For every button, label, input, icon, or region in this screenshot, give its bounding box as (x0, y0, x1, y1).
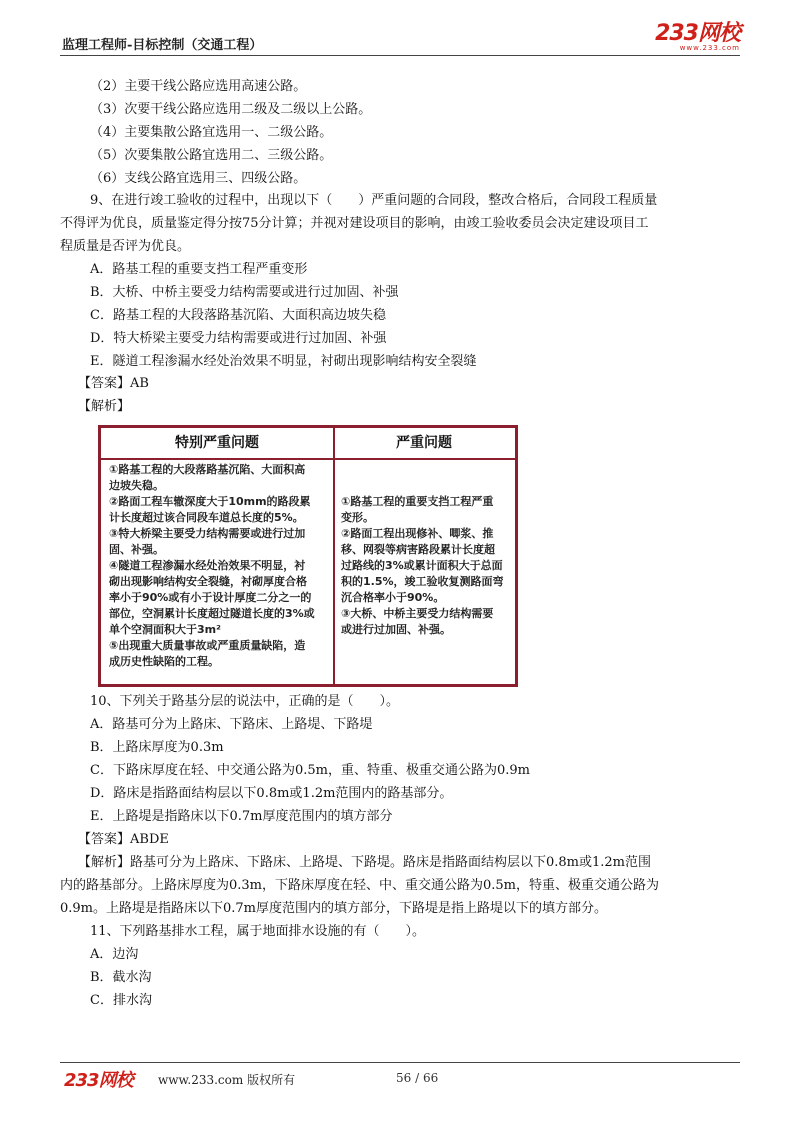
question-10-analysis: 内的路基部分。上路床厚度为0.3m，下路床厚度在轻、中、重交通公路为0.5m，特重、极重交通公路为 (60, 878, 660, 893)
question-10-option-b: B．上路床厚度为0.3m (90, 740, 224, 755)
table-line: 部位，空洞累计长度超过隧道长度的3%或 (109, 607, 315, 620)
footer-logo: 233网校 (64, 1070, 133, 1091)
question-10-option-a: A．路基可分为上路床、下路床、上路堤、下路堤 (90, 717, 373, 732)
table-line: 移、网裂等病害路段累计长度超 (341, 543, 495, 556)
list-item: （4）主要集散公路宜选用一、二级公路。 (90, 125, 333, 140)
question-9-answer: 【答案】AB (78, 376, 149, 391)
question-11-option-c: C．排水沟 (90, 993, 152, 1008)
page-number: 56 / 66 (396, 1071, 439, 1085)
question-10-option-c: C．下路床厚度在轻、中交通公路为0.5m，重、特重、极重交通公路为0.9m (90, 763, 530, 778)
table-line: ④隧道工程渗漏水经处治效果不明显，衬 (109, 559, 306, 572)
table-line: 率小于90%或有小于设计厚度二分之一的 (109, 591, 312, 604)
question-9-option-a: A．路基工程的重要支挡工程严重变形 (90, 262, 308, 277)
table-column-divider (333, 428, 335, 684)
table-line: 固、补强。 (109, 543, 164, 556)
table-line: ②路面工程车辙深度大于10mm的路段累 (109, 495, 311, 508)
question-11-stem: 11、下列路基排水工程，属于地面排水设施的有（ ）。 (90, 924, 426, 939)
question-9-option-d: D．特大桥梁主要受力结构需要或进行过加固、补强 (90, 331, 387, 346)
table-line: 或进行过加固、补强。 (341, 623, 451, 636)
analysis-table (98, 425, 518, 687)
question-9-analysis-label: 【解析】 (78, 399, 131, 414)
table-header-severe: 严重问题 (333, 428, 515, 460)
table-line: ③特大桥梁主要受力结构需要或进行过加 (109, 527, 306, 540)
question-9-option-e: E．隧道工程渗漏水经处治效果不明显，衬砌出现影响结构安全裂缝 (90, 354, 477, 369)
question-10-analysis: 0.9m。上路堤是指路床以下0.7m厚度范围内的填方部分，下路堤是指上路堤以下的填方部分。 (60, 901, 608, 916)
question-10-stem: 10、下列关于路基分层的说法中，正确的是（ ）。 (90, 694, 400, 709)
question-11-option-b: B．截水沟 (90, 970, 152, 985)
table-line: 过路线的3%或累计面积大于总面 (341, 559, 503, 572)
header-divider (60, 55, 740, 56)
table-line: 边坡失稳。 (109, 479, 164, 492)
table-line: 积的1.5%，竣工验收复测路面弯 (341, 575, 504, 588)
table-line: 单个空洞面积大于3m² (109, 623, 221, 636)
question-10-option-d: D．路床是指路面结构层以下0.8m或1.2m范围内的路基部分。 (90, 786, 453, 801)
table-cell-special-problems (109, 462, 327, 670)
table-line: ②路面工程出现修补、唧浆、推 (341, 527, 494, 540)
table-line: 计长度超过该合同段车道总长度的5%。 (109, 511, 304, 524)
table-line: ①路基工程的大段落路基沉陷、大面积高 (109, 463, 306, 476)
question-10-answer: 【答案】ABDE (78, 832, 169, 847)
table-line: 沉合格率小于90%。 (341, 591, 445, 604)
question-9-stem: 9、在进行竣工验收的过程中，出现以下（ ）严重问题的合同段，整改合格后，合同段工程质量 (90, 193, 658, 208)
table-cell-severe-problems (341, 494, 513, 638)
question-9-stem: 不得评为优良，质量鉴定得分按75分计算；并视对建设项目的影响，由竣工验收委员会决定建设项目工 (60, 216, 649, 231)
list-item: （3）次要干线公路应选用二级及二级以上公路。 (90, 102, 372, 117)
table-line: ①路基工程的重要支挡工程严重 (341, 495, 494, 508)
table-line: 砌出现影响结构安全裂缝，衬砌厚度合格 (109, 575, 307, 588)
brand-logo-text: 233网校 (655, 21, 740, 46)
list-item: （2）主要干线公路应选用高速公路。 (90, 79, 307, 94)
page-header (60, 21, 740, 56)
table-line: 变形。 (341, 511, 374, 524)
document-title: 监理工程师-目标控制（交通工程） (62, 38, 263, 53)
question-9-option-b: B．大桥、中桥主要受力结构需要或进行过加固、补强 (90, 285, 399, 300)
list-item: （5）次要集散公路宜选用二、三级公路。 (90, 148, 333, 163)
question-10-analysis: 【解析】路基可分为上路床、下路床、上路堤、下路堤。路床是指路面结构层以下0.8m或1.2m范围 (78, 855, 652, 870)
table-line: ③大桥、中桥主要受力结构需要 (341, 607, 494, 620)
brand-logo (655, 22, 740, 52)
brand-logo-url: www.233.com (679, 44, 740, 52)
question-9-option-c: C．路基工程的大段落路基沉陷、大面积高边坡失稳 (90, 308, 386, 323)
question-11-option-a: A．边沟 (90, 947, 139, 962)
table-header-severe-special: 特别严重问题 (101, 428, 333, 460)
question-9-stem: 程质量是否评为优良。 (60, 239, 191, 254)
table-line: ⑤出现重大质量事故或严重质量缺陷，造 (109, 639, 306, 652)
list-item: （6）支线公路宜选用三、四级公路。 (90, 171, 307, 186)
footer-copyright: www.233.com 版权所有 (158, 1073, 296, 1087)
table-line: 成历史性缺陷的工程。 (109, 655, 219, 668)
footer-divider (60, 1062, 740, 1063)
question-10-option-e: E．上路堤是指路床以下0.7m厚度范围内的填方部分 (90, 809, 393, 824)
